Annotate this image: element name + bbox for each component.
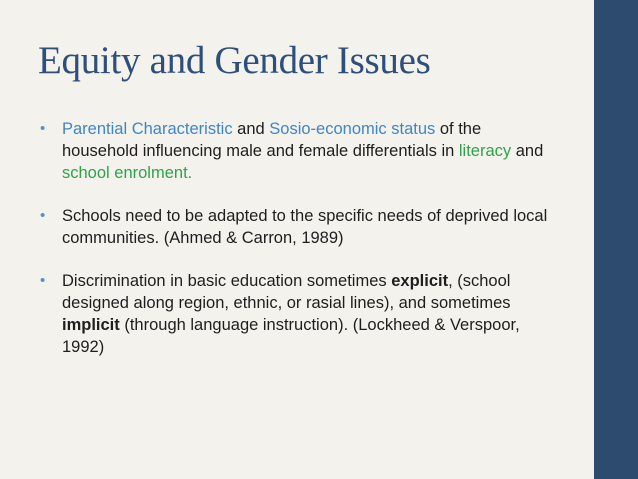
bullet-item-1 [40, 118, 560, 184]
side-accent-bar [594, 0, 638, 479]
bullet-icon: • [40, 272, 46, 289]
emphasis-explicit: explicit [391, 272, 449, 290]
bullet-text: (through language instruction). (Lockheed & Verspoor, 1992) [62, 316, 520, 356]
bullet-item-2 [40, 205, 560, 249]
bullet-icon: • [40, 120, 46, 137]
bullet-icon: • [40, 207, 46, 224]
bullet-text: Schools need to be adapted to the specific needs of deprived local communities. (Ahmed & Carron, 1989) [62, 207, 548, 247]
bullet-list [40, 118, 560, 379]
bullet-text: of the household influencing male and female differentials in [62, 120, 482, 160]
highlight-school-enrolment: school enrolment. [62, 164, 193, 182]
bullet-item-3 [40, 270, 560, 358]
emphasis-implicit: implicit [62, 316, 120, 334]
highlight-parential-characteristic: Parential Characteristic [62, 120, 233, 138]
slide-title: Equity and Gender Issues [38, 39, 431, 82]
bullet-text: and [511, 142, 544, 160]
bullet-text: , (school designed along region, ethnic, or rasial lines), and sometimes [62, 272, 511, 312]
highlight-literacy: literacy [458, 142, 512, 160]
bullet-text: Discrimination in basic education sometimes [62, 272, 392, 290]
bullet-text: and [232, 120, 270, 138]
highlight-socio-economic-status: Sosio-economic status [269, 120, 436, 138]
